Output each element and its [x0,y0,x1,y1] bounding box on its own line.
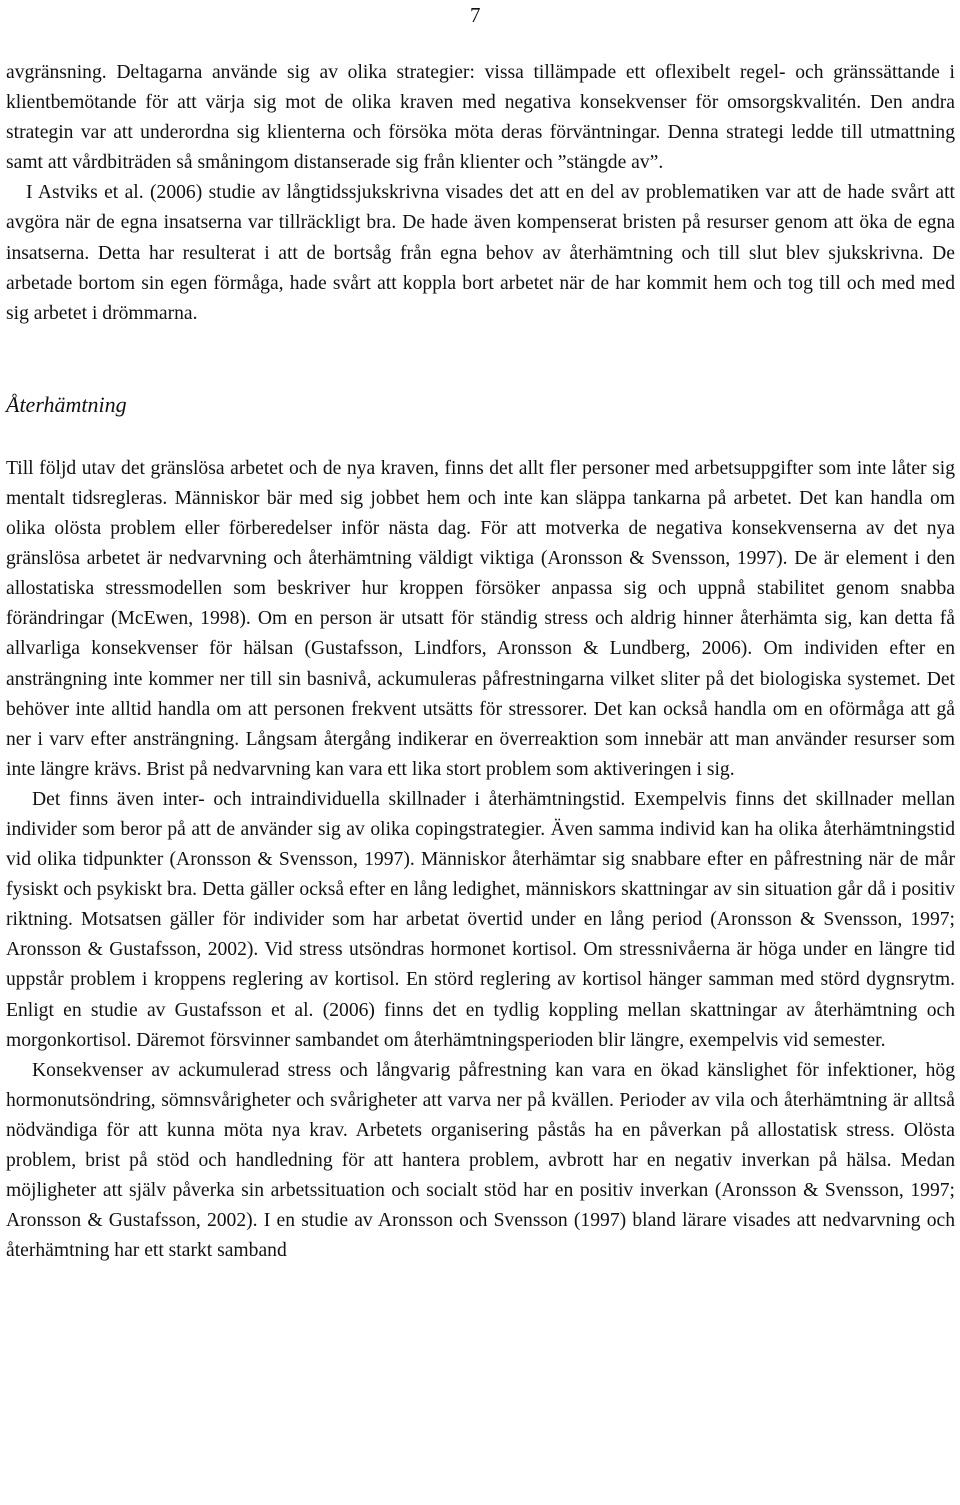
page-number: 7 [470,3,481,27]
section-heading-aterhamtning: Återhämtning [6,391,127,417]
paragraph-consequences: Konsekvenser av ackumulerad stress och långvarig påfrestning kan vara en ökad känslighet för infektioner, hög hormonutsöndring, sömnsvårigheter och svårigheter att varva ner på kvällen. Perioder av vila och återhämtning är alltså nödvändiga för att kunna möta nya krav. Arbetets organisering påstås ha en påverkan på allostatisk stress. Olösta problem, brist på stöd och handledning för att hantera problem, avbrott har en negativ inverkan på hälsa. Medan möjligheter att själv påverka sin arbetssituation och socialt stöd har en positiv inverkan (Aronsson & Svensson, 1997; Aronsson & Gustafsson, 2002). I en studie av Aronsson och Svensson (1997) bland lärare visades att nedvarvning och återhämtning har ett starkt samband [6,1059,955,1262]
paragraph-strategies: avgränsning. Deltagarna använde sig av olika strategier: vissa tillämpade ett oflexibelt regel- och gränssättande i klientbemötande för att värja sig mot de olika kraven med negativa konsekvenser för omsorgskvalitén. Den andra strategin var att underordna sig klienterna och försöka möta deras förväntningar. Denna strategi ledde till utmattning samt att vårdbiträden så småningom distanserade sig från klienter och ”stängde av”. [6,62,955,174]
paragraph-boundless-work: Till följd utav det gränslösa arbetet och de nya kraven, finns det allt fler personer med arbetsuppgifter som inte låter sig mentalt tidsregleras. Människor bär med sig jobbet hem och inte kan släppa tankarna på arbetet. Det kan handla om olika olösta problem eller förberedelser inför nästa dag. För att motverka de negativa konsekvenserna av det nya gränslösa arbetet är nedvarvning och återhämtning väldigt viktiga (Aronsson & Svensson, 1997). De är element i den allostatiska stressmodellen som beskriver hur kroppen försöker anpassa sig och uppnå stabilitet genom snabba förändringar (McEwen, 1998). Om en person är utsatt för ständig stress och aldrig hinner återhämta sig, kan detta få allvarliga konsekvenser för hälsan (Gustafsson, Lindfors, Aronsson & Lundberg, 2006). Om individen efter en ansträngning inte kommer ner till sin basnivå, ackumuleras påfrestningarna vilket sliter på det biologiska systemet. Det behöver inte alltid handla om att personen frekvent utsätts för stressorer. Det kan också handla om en oförmåga att gå ner i varv efter ansträngning. Långsam återgång indikerar en överreaktion som innebär att man använder resurser som inte längre krävs. Brist på nedvarvning kan vara ett lika stort problem som aktiveringen i sig. [6,457,955,780]
paragraph-individual-differences: Det finns även inter- och intraindividuella skillnader i återhämtningstid. Exempelvis finns det skillnader mellan individer som beror på att de använder sig av olika copingstrategier. Även samma individ kan ha olika återhämtningstid vid olika tidpunkter (Aronsson & Svensson, 1997). Människor återhämtar sig snabbare efter en påfrestning när de mår fysiskt och psykiskt bra. Detta gäller också efter en lång ledighet, människors skattningar av sin situation går då i positiv riktning. Motsatsen gäller för individer som har arbetat övertid under en lång period (Aronsson & Svensson, 1997; Aronsson & Gustafsson, 2002). Vid stress utsöndras hormonet kortisol. Om stressnivåerna är höga under en längre tid uppstår problem i kroppens reglering av kortisol. En störd reglering av kortisol hänger samman med störd dygnsrytm. Enligt en studie av Gustafsson et al. (2006) finns det en tydlig koppling mellan skattningar av återhämtning och morgonkortisol. Däremot försvinner sambandet om återhämtningsperioden blir längre, exempelvis vid semester. [6,788,955,1051]
paragraph-astvik-study: I Astviks et al. (2006) studie av långtidssjukskrivna visades det att en del av problematiken var att de hade svårt att avgöra när de egna insatserna var tillräckligt bra. De hade även kompenserat bristen på resurser genom att öka de egna insatserna. Detta har resulterat i att de bortsåg från egna behov av återhämtning och till slut blev sjukskrivna. De arbetade bortom sin egen förmåga, hade svårt att koppla bort arbetet när de har kommit hem och tog till och med med sig arbetet i drömmarna. [6,182,955,324]
document-body [6,58,955,1266]
